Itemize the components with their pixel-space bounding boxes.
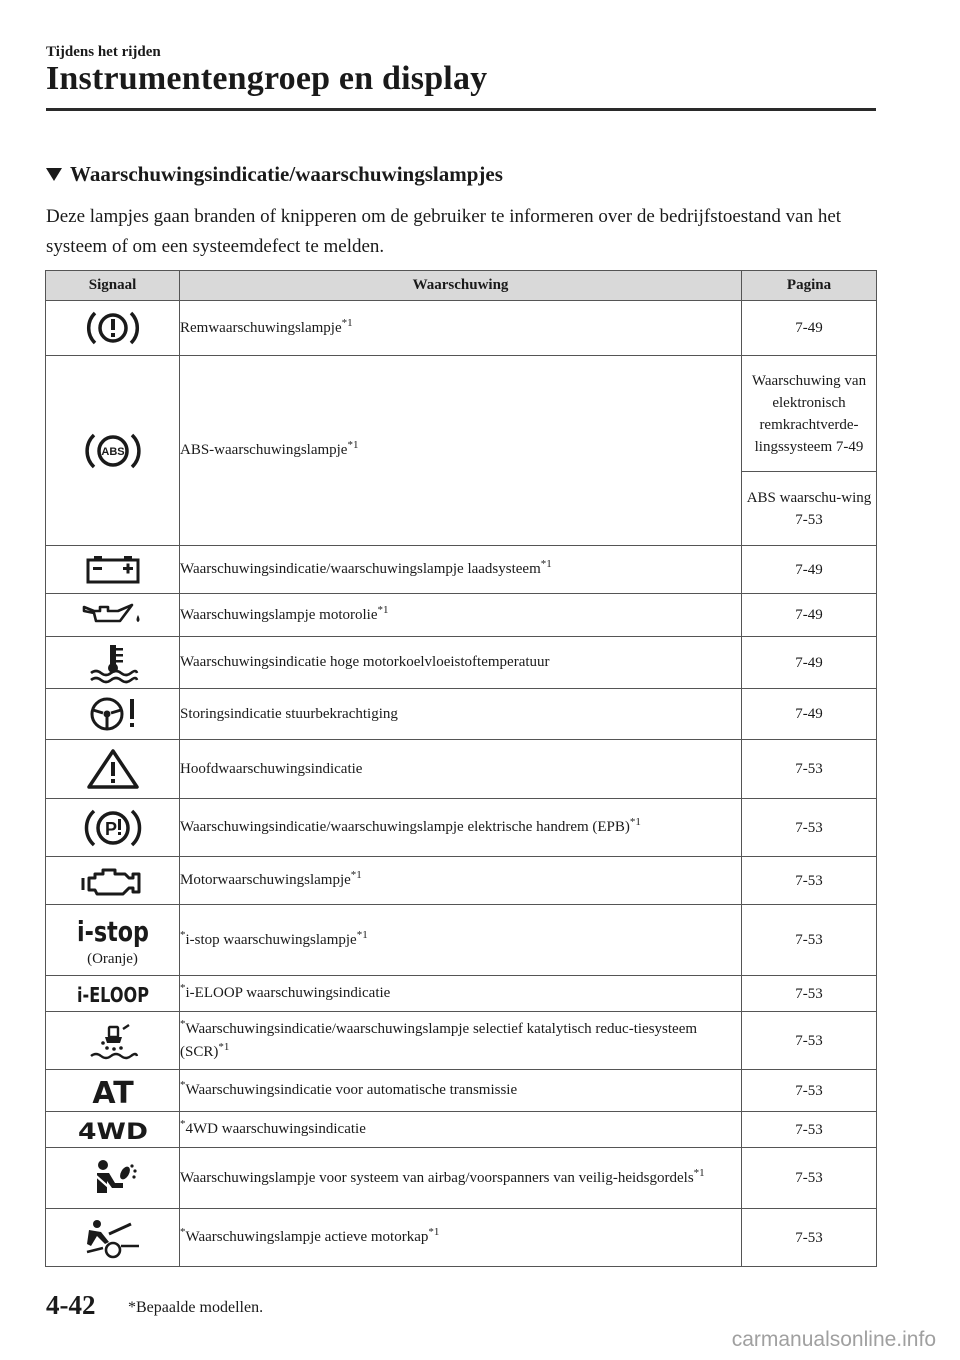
power-steering-icon [85, 695, 141, 733]
table-row [46, 905, 877, 976]
battery-icon [83, 554, 143, 586]
table-row [46, 976, 877, 1012]
i-stop-icon [73, 912, 153, 948]
page-cell: 7-53 [742, 1070, 877, 1112]
table-row [46, 301, 877, 356]
svg-text:i-stop: i-stop [76, 915, 149, 948]
warning-cell: Remwaarschuwingslampje$^{*1}$ [180, 301, 742, 356]
warning-cell: Waarschuwingslampje voor systeem van airbag/voorspanners van veilig-heidsgordels$^{*1}$ [180, 1148, 742, 1209]
signal-cell [46, 301, 180, 356]
table-row [46, 689, 877, 740]
four-wheel-drive-icon [75, 1117, 151, 1143]
warning-cell: *i-stop waarschuwingslampje$^{*1}$ [180, 905, 742, 976]
warning-cell: Storingsindicatie stuurbekrachtiging [180, 689, 742, 740]
signal-cell [46, 1209, 180, 1267]
page-cell: 7-53 [742, 905, 877, 976]
automatic-transmission-icon [85, 1075, 141, 1111]
header-page: Pagina [742, 271, 877, 301]
warning-cell: *Waarschuwingsindicatie voor automatische transmissie [180, 1070, 742, 1112]
warning-cell: ABS-waarschuwingslampje$^{*1}$ [180, 356, 742, 546]
signal-cell [46, 1112, 180, 1148]
warning-cell: *i-ELOOP waarschuwingsindicatie [180, 976, 742, 1012]
page-cell: 7-53 [742, 1012, 877, 1070]
table-row [46, 1112, 877, 1148]
signal-cell [46, 546, 180, 594]
page-cell: 7-49 [742, 689, 877, 740]
chapter-kicker: Tijdens het rijden [46, 44, 161, 60]
page-cell: 7-49 [742, 594, 877, 637]
header-signal: Signaal [46, 271, 180, 301]
page-cell: 7-53 [742, 799, 877, 857]
table-row [46, 594, 877, 637]
signal-cell [46, 594, 180, 637]
signal-cell [46, 905, 180, 976]
page-cell: 7-49 [742, 546, 877, 594]
master-warning-icon [85, 747, 141, 791]
table-row [46, 546, 877, 594]
triangle-down-icon [46, 168, 62, 181]
table-row [46, 1012, 877, 1070]
warning-table [45, 270, 877, 1267]
page-cell: ABS waarschu-wing 7-53 [742, 472, 877, 546]
table-row [46, 1070, 877, 1112]
table-row [46, 799, 877, 857]
page-number: 4-42 [46, 1290, 96, 1320]
section-heading [46, 162, 503, 187]
signal-cell [46, 857, 180, 905]
intro-paragraph: Deze lampjes gaan branden of knipperen om de gebruiker te informeren over de bedrijfstoestand van het systeem of om een systeemdefect te melden. [46, 206, 842, 257]
page-cell: 7-53 [742, 1148, 877, 1209]
page-cell: 7-49 [742, 637, 877, 689]
oil-can-icon [80, 601, 146, 629]
abs-warning-icon [83, 430, 143, 472]
warning-cell: Waarschuwingsindicatie/waarschuwingslampje elektrische handrem (EPB)$^{*1}$ [180, 799, 742, 857]
coolant-temperature-icon [85, 643, 141, 683]
warning-cell: *4WD waarschuwingsindicatie [180, 1112, 742, 1148]
svg-text:P: P [104, 818, 117, 839]
active-bonnet-icon [83, 1216, 143, 1260]
table-row [46, 857, 877, 905]
signal-cell [46, 799, 180, 857]
warning-cell: *Waarschuwingslampje actieve motorkap$^{*1}$ [180, 1209, 742, 1267]
electric-parking-brake-icon [83, 806, 143, 850]
table-row [46, 1209, 877, 1267]
i-eloop-icon [73, 981, 153, 1007]
table-row [46, 1148, 877, 1209]
airbag-icon [85, 1157, 141, 1199]
watermark: carmanualsonline.info [731, 1328, 936, 1351]
signal-cell [46, 689, 180, 740]
page-cell: 7-53 [742, 976, 877, 1012]
page-title: Instrumentengroep en display [46, 60, 488, 97]
signal-cell [46, 1070, 180, 1112]
signal-cell [46, 1012, 180, 1070]
scr-icon [85, 1021, 141, 1061]
signal-cell [46, 740, 180, 799]
table-row [46, 356, 877, 472]
page-cell: 7-53 [742, 857, 877, 905]
icon-sublabel: (Oranje) [87, 951, 138, 967]
signal-cell [46, 976, 180, 1012]
page-cell: 7-49 [742, 301, 877, 356]
warning-cell: Waarschuwingslampje motorolie$^{*1}$ [180, 594, 742, 637]
svg-text:4WD: 4WD [77, 1119, 148, 1145]
svg-text:AT: AT [91, 1075, 134, 1111]
brake-warning-icon [85, 307, 141, 349]
table-row [46, 637, 877, 689]
warning-cell: Motorwaarschuwingslampje$^{*1}$ [180, 857, 742, 905]
section-heading-text: Waarschuwingsindicatie/waarschuwingslampjes [70, 162, 503, 186]
svg-text:i-ELOOP: i-ELOOP [76, 982, 149, 1007]
svg-text:ABS: ABS [100, 445, 125, 458]
page-cell: Waarschuwing van elektronisch remkrachtverde-lingssysteem 7-49 [742, 356, 877, 472]
engine-check-icon [81, 864, 145, 898]
warning-cell: Waarschuwingsindicatie hoge motorkoelvloeistoftemperatuur [180, 637, 742, 689]
warning-cell: *Waarschuwingsindicatie/waarschuwingslampje selectief katalytisch reduc-tiesysteem (SCR)$^{*1}$ [180, 1012, 742, 1070]
table-row [46, 740, 877, 799]
signal-cell [46, 356, 180, 546]
title-rule [46, 108, 876, 111]
header-warning: Waarschuwing [180, 271, 742, 301]
warning-cell: Hoofdwaarschuwingsindicatie [180, 740, 742, 799]
signal-cell [46, 1148, 180, 1209]
page-cell: 7-53 [742, 740, 877, 799]
page-cell: 7-53 [742, 1209, 877, 1267]
page-cell: 7-53 [742, 1112, 877, 1148]
signal-cell [46, 637, 180, 689]
warning-cell: Waarschuwingsindicatie/waarschuwingslampje laadsysteem$^{*1}$ [180, 546, 742, 594]
table-header-row [46, 271, 877, 301]
footnote: *Bepaalde modellen. [128, 1299, 264, 1316]
